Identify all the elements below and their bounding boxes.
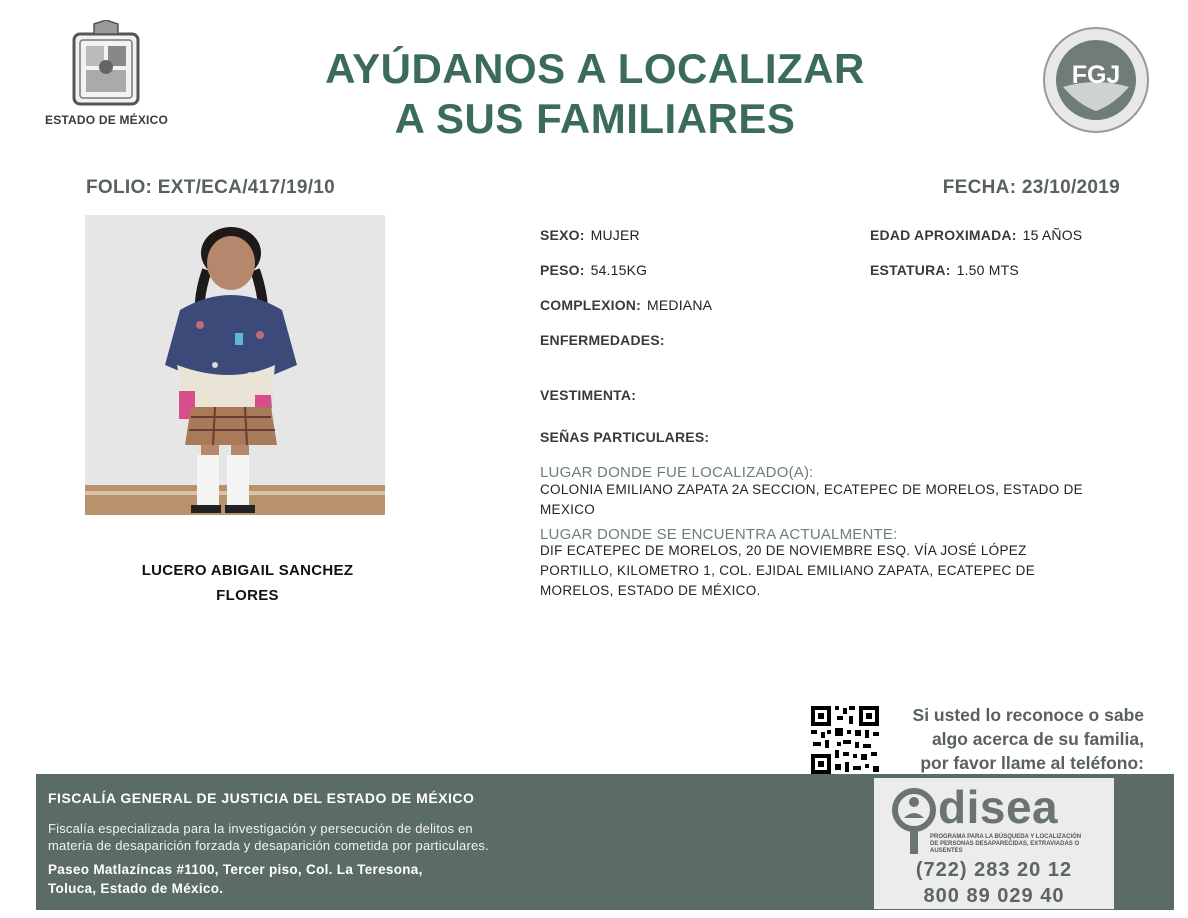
field-complexion-label: COMPLEXION: [540,297,641,313]
field-estatura-value: 1.50 MTS [956,262,1019,278]
field-edad-value: 15 AÑOS [1022,227,1083,243]
footer [36,774,1174,910]
estado-de-mexico-logo [44,20,169,130]
phone-number-2[interactable]: 800 89 029 40 [923,885,1065,907]
field-sexo [540,227,640,243]
person-photo [85,215,385,515]
current-location-line-2: PORTILLO, KILOMETRO 1, COL. EJIDAL EMILIANO ZAPATA, ECATEPEC DE [540,563,1036,578]
current-location-label: LUGAR DONDE SE ENCUENTRA ACTUALMENTE: [540,526,898,543]
odisea-program-line-3: AUSENTES [930,848,963,854]
contact-line-3: por favor llame al teléfono: [920,753,1144,773]
found-location-label: LUGAR DONDE FUE LOCALIZADO(A): [540,464,814,481]
title-line-2: A SUS FAMILIARES [394,95,796,142]
field-peso [540,262,647,278]
field-vestimenta [540,387,642,403]
found-location-line-2: MEXICO [540,502,596,517]
field-sexo-value: MUJER [590,227,640,243]
footer-address-line-1: Paseo Matlazíncas #1100, Tercer piso, Col. La Teresona, [48,862,423,877]
found-location-value [540,480,1140,520]
qr-code[interactable] [809,704,881,776]
person-name [110,558,385,608]
odisea-program [930,834,1110,855]
fgj-text: FGJ [1071,61,1121,89]
field-senas [540,429,715,445]
field-peso-label: PESO: [540,262,585,278]
odisea-program-line-2: DE PERSONAS DESAPARECIDAS, EXTRAVIADAS O [930,841,1080,847]
current-location-value [540,541,1140,601]
odisea-brand: disea [938,781,1059,833]
estado-de-mexico-label: ESTADO DE MÉXICO [45,113,168,127]
field-senas-label: SEÑAS PARTICULARES: [540,429,710,445]
person-name-line-2: FLORES [216,587,279,604]
odisea-box [874,778,1114,909]
phone-number-1[interactable]: (722) 283 20 12 [915,859,1073,881]
field-peso-value: 54.15KG [590,262,648,278]
field-edad-label: EDAD APROXIMADA: [870,227,1017,243]
field-complexion [540,297,712,313]
footer-address [48,860,423,898]
field-estatura [870,262,1019,278]
field-complexion-value: MEDIANA [646,297,713,313]
title-line-1: AYÚDANOS A LOCALIZAR [325,45,865,92]
current-location-line-3: MORELOS, ESTADO DE MÉXICO. [540,583,761,598]
current-location-line-1: DIF ECATEPEC DE MORELOS, 20 DE NOVIEMBRE ESQ. VÍA JOSÉ LÓPEZ [540,543,1027,558]
footer-title: FISCALÍA GENERAL DE JUSTICIA DEL ESTADO DE MÉXICO [48,790,475,806]
field-vestimenta-label: VESTIMENTA: [540,387,637,403]
contact-line-2: algo acerca de su familia, [931,729,1144,749]
field-enfermedades [540,332,671,348]
field-edad [870,227,1082,243]
fgj-logo [1041,25,1151,135]
odisea-program-line-1: PROGRAMA PARA LA BÚSQUEDA Y LOCALIZACIÓN [930,834,1082,840]
fgj-seal-icon [1041,25,1151,135]
field-sexo-label: SEXO: [540,227,585,243]
contact-message [884,703,1144,775]
fecha: FECHA: 23/10/2019 [942,177,1120,198]
footer-desc-line-1: Fiscalía especializada para la investigación y persecución de delitos en [48,821,473,836]
field-enfermedades-label: ENFERMEDADES: [540,332,665,348]
footer-address-line-2: Toluca, Estado de México. [48,881,224,896]
footer-desc-line-2: materia de desaparición forzada y desaparición cometida por particulares. [48,838,489,853]
found-location-line-1: COLONIA EMILIANO ZAPATA 2A SECCION, ECATEPEC DE MORELOS, ESTADO DE [540,482,1083,497]
page-title [250,44,940,144]
field-estatura-label: ESTATURA: [870,262,951,278]
footer-description [48,820,648,854]
folio: FOLIO: EXT/ECA/417/19/10 [86,177,336,198]
qr-code-icon [809,704,881,776]
state-coat-of-arms-icon [66,20,146,108]
contact-line-1: Si usted lo reconoce o sabe [912,705,1144,725]
person-name-line-1: LUCERO ABIGAIL SANCHEZ [141,562,354,579]
